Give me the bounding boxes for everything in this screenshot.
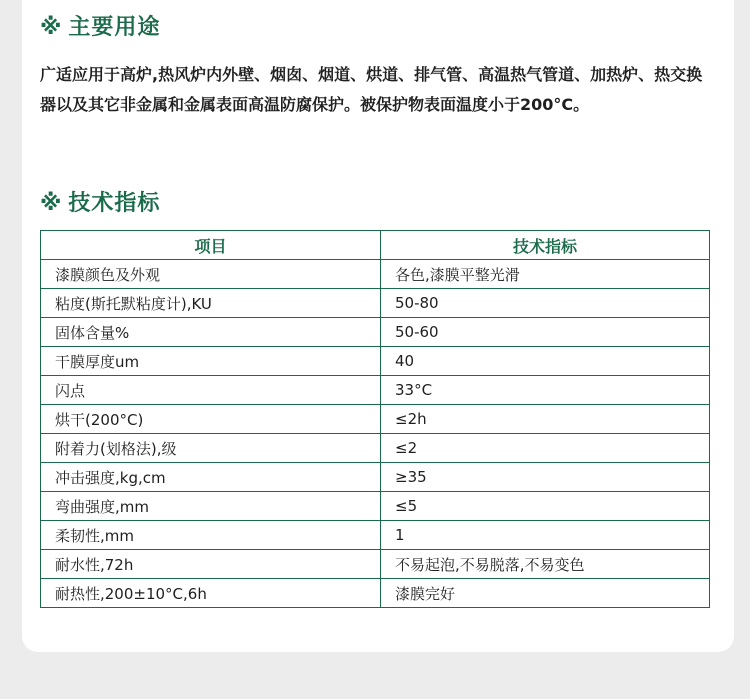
spec-item-cell: 冲击强度,kg,cm <box>41 463 381 492</box>
table-row <box>41 434 710 463</box>
spec-item-cell: 漆膜颜色及外观 <box>41 260 381 289</box>
usage-heading <box>40 14 160 42</box>
table-row <box>41 405 710 434</box>
specs-title: 技术指标 <box>68 191 161 216</box>
table-header-row <box>41 231 710 260</box>
specs-table-body <box>41 260 710 608</box>
usage-title: 主要用途 <box>68 15 161 40</box>
reference-mark-icon: ※ <box>40 191 63 216</box>
specs-heading <box>40 190 160 218</box>
spec-value-cell: ≥35 <box>381 463 710 492</box>
spec-value-cell: 1 <box>381 521 710 550</box>
table-row <box>41 318 710 347</box>
spec-value-cell: 各色,漆膜平整光滑 <box>381 260 710 289</box>
reference-mark-icon: ※ <box>40 15 63 40</box>
spec-item-cell: 柔韧性,mm <box>41 521 381 550</box>
table-row <box>41 347 710 376</box>
spec-item-cell: 固体含量% <box>41 318 381 347</box>
spec-item-cell: 附着力(划格法),级 <box>41 434 381 463</box>
spec-value-cell: 40 <box>381 347 710 376</box>
spec-item-cell: 烘干(200°C) <box>41 405 381 434</box>
spec-item-cell: 闪点 <box>41 376 381 405</box>
spec-item-cell: 弯曲强度,mm <box>41 492 381 521</box>
spec-item-cell: 干膜厚度um <box>41 347 381 376</box>
usage-description: 广适应用于高炉,热风炉内外壁、烟囱、烟道、烘道、排气管、高温热气管道、加热炉、热交换器以及其它非金属和金属表面高温防腐保护。被保护物表面温度小于200°C。 <box>40 65 703 114</box>
spec-value-cell: 33°C <box>381 376 710 405</box>
table-row <box>41 492 710 521</box>
spec-value-cell: ≤5 <box>381 492 710 521</box>
table-row <box>41 289 710 318</box>
spec-value-cell: ≤2 <box>381 434 710 463</box>
table-row <box>41 376 710 405</box>
spec-value-cell: 50-80 <box>381 289 710 318</box>
spec-item-cell: 耐热性,200±10°C,6h <box>41 579 381 608</box>
spec-value-cell: ≤2h <box>381 405 710 434</box>
header-item: 项目 <box>41 231 381 260</box>
spec-item-cell: 粘度(斯托默粘度计),KU <box>41 289 381 318</box>
spec-value-cell: 不易起泡,不易脱落,不易变色 <box>381 550 710 579</box>
table-row <box>41 463 710 492</box>
spec-value-cell: 漆膜完好 <box>381 579 710 608</box>
header-spec: 技术指标 <box>381 231 710 260</box>
specs-table <box>40 230 710 608</box>
table-row <box>41 579 710 608</box>
spec-value-cell: 50-60 <box>381 318 710 347</box>
spec-item-cell: 耐水性,72h <box>41 550 381 579</box>
table-row <box>41 550 710 579</box>
table-row <box>41 521 710 550</box>
table-row <box>41 260 710 289</box>
